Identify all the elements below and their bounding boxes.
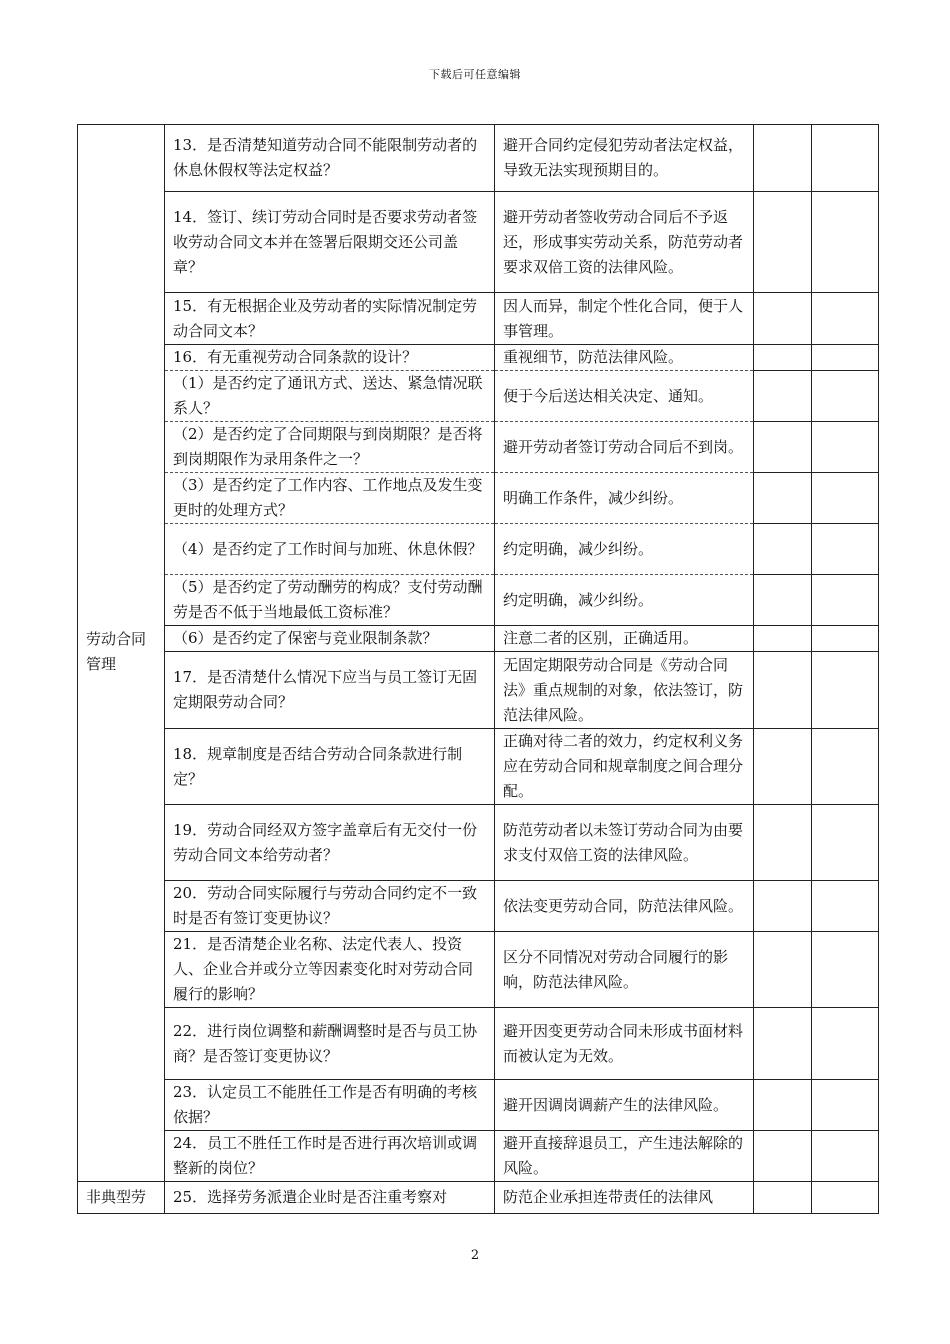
risk-checklist-table bbox=[77, 124, 879, 1214]
note-cell: 防范劳动者以未签订劳动合同为由要求支付双倍工资的法律风险。 bbox=[495, 805, 754, 881]
table-row bbox=[78, 805, 879, 881]
remark-cell[interactable] bbox=[812, 1008, 879, 1080]
remark-cell[interactable] bbox=[812, 524, 879, 575]
note-cell: 因人而异，制定个性化合同，便于人事管理。 bbox=[495, 293, 754, 345]
remark-cell[interactable] bbox=[812, 626, 879, 652]
note-cell: 明确工作条件，减少纠纷。 bbox=[495, 473, 754, 524]
check-cell[interactable] bbox=[754, 371, 812, 422]
question-cell: （6）是否约定了保密与竞业限制条款？ bbox=[165, 626, 495, 652]
table-row bbox=[78, 524, 879, 575]
check-cell[interactable] bbox=[754, 626, 812, 652]
note-cell: 避开劳动者签收劳动合同后不予返还，形成事实劳动关系，防范劳动者要求双倍工资的法律风险。 bbox=[495, 192, 754, 293]
note-cell: 区分不同情况对劳动合同履行的影响，防范法律风险。 bbox=[495, 932, 754, 1008]
table-row bbox=[78, 1080, 879, 1131]
check-cell[interactable] bbox=[754, 881, 812, 932]
question-cell: （2）是否约定了合同期限与到岗期限？是否将到岗期限作为录用条件之一？ bbox=[165, 422, 495, 473]
check-cell[interactable] bbox=[754, 805, 812, 881]
question-cell: 20．劳动合同实际履行与劳动合同约定不一致时是否有签订变更协议？ bbox=[165, 881, 495, 932]
check-cell[interactable] bbox=[754, 524, 812, 575]
table-row bbox=[78, 729, 879, 805]
table-row bbox=[78, 1182, 879, 1214]
question-cell: 24．员工不胜任工作时是否进行再次培训或调整新的岗位？ bbox=[165, 1131, 495, 1182]
note-cell: 避开劳动者签订劳动合同后不到岗。 bbox=[495, 422, 754, 473]
remark-cell[interactable] bbox=[812, 345, 879, 371]
table-row bbox=[78, 652, 879, 729]
check-cell[interactable] bbox=[754, 729, 812, 805]
table-row bbox=[78, 192, 879, 293]
table-row bbox=[78, 1008, 879, 1080]
note-cell: 避开合同约定侵犯劳动者法定权益，导致无法实现预期目的。 bbox=[495, 125, 754, 192]
note-cell: 避开直接辞退员工，产生违法解除的风险。 bbox=[495, 1131, 754, 1182]
question-cell: 23．认定员工不能胜任工作是否有明确的考核依据？ bbox=[165, 1080, 495, 1131]
remark-cell[interactable] bbox=[812, 652, 879, 729]
check-cell[interactable] bbox=[754, 473, 812, 524]
category-cell-atypical-labor: 非典型劳 bbox=[78, 1182, 165, 1214]
note-cell: 约定明确，减少纠纷。 bbox=[495, 524, 754, 575]
table-row bbox=[78, 626, 879, 652]
remark-cell[interactable] bbox=[812, 293, 879, 345]
remark-cell[interactable] bbox=[812, 729, 879, 805]
note-cell: 无固定期限劳动合同是《劳动合同法》重点规制的对象，依法签订，防范法律风险。 bbox=[495, 652, 754, 729]
header-note: 下载后可任意编辑 bbox=[429, 68, 521, 81]
table-row bbox=[78, 932, 879, 1008]
check-cell[interactable] bbox=[754, 422, 812, 473]
category-label: 劳动合同管理 bbox=[86, 630, 147, 673]
category-cell-labor-contract bbox=[78, 125, 165, 1182]
table-row bbox=[78, 575, 879, 626]
table-row bbox=[78, 345, 879, 371]
remark-cell[interactable] bbox=[812, 575, 879, 626]
table-row bbox=[78, 422, 879, 473]
question-cell: 17．是否清楚什么情况下应当与员工签订无固定期限劳动合同？ bbox=[165, 652, 495, 729]
check-cell[interactable] bbox=[754, 1080, 812, 1131]
remark-cell[interactable] bbox=[812, 1080, 879, 1131]
question-cell: 21．是否清楚企业名称、法定代表人、投资人、企业合并或分立等因素变化时对劳动合同履行的影响？ bbox=[165, 932, 495, 1008]
check-cell[interactable] bbox=[754, 125, 812, 192]
question-cell: （4）是否约定了工作时间与加班、休息休假？ bbox=[165, 524, 495, 575]
question-cell: 25．选择劳务派遣企业时是否注重考察对 bbox=[165, 1182, 495, 1214]
question-cell: 18．规章制度是否结合劳动合同条款进行制定？ bbox=[165, 729, 495, 805]
question-cell: 14．签订、续订劳动合同时是否要求劳动者签收劳动合同文本并在签署后限期交还公司盖章？ bbox=[165, 192, 495, 293]
remark-cell[interactable] bbox=[812, 371, 879, 422]
note-cell: 便于今后送达相关决定、通知。 bbox=[495, 371, 754, 422]
check-cell[interactable] bbox=[754, 652, 812, 729]
remark-cell[interactable] bbox=[812, 192, 879, 293]
remark-cell[interactable] bbox=[812, 422, 879, 473]
table-row bbox=[78, 125, 879, 192]
check-cell[interactable] bbox=[754, 932, 812, 1008]
check-cell[interactable] bbox=[754, 1182, 812, 1214]
check-cell[interactable] bbox=[754, 1008, 812, 1080]
table-row bbox=[78, 371, 879, 422]
note-cell: 约定明确，减少纠纷。 bbox=[495, 575, 754, 626]
remark-cell[interactable] bbox=[812, 805, 879, 881]
note-cell: 避开因调岗调薪产生的法律风险。 bbox=[495, 1080, 754, 1131]
remark-cell[interactable] bbox=[812, 1182, 879, 1214]
table-row bbox=[78, 473, 879, 524]
note-cell: 注意二者的区别，正确适用。 bbox=[495, 626, 754, 652]
note-cell: 正确对待二者的效力，约定权利义务应在劳动合同和规章制度之间合理分配。 bbox=[495, 729, 754, 805]
note-cell: 避开因变更劳动合同未形成书面材料而被认定为无效。 bbox=[495, 1008, 754, 1080]
table-row bbox=[78, 881, 879, 932]
remark-cell[interactable] bbox=[812, 125, 879, 192]
remark-cell[interactable] bbox=[812, 932, 879, 1008]
question-cell: （1）是否约定了通讯方式、送达、紧急情况联系人？ bbox=[165, 371, 495, 422]
question-cell: 19．劳动合同经双方签字盖章后有无交付一份劳动合同文本给劳动者？ bbox=[165, 805, 495, 881]
question-cell: 15．有无根据企业及劳动者的实际情况制定劳动合同文本？ bbox=[165, 293, 495, 345]
question-cell: 13．是否清楚知道劳动合同不能限制劳动者的休息休假权等法定权益？ bbox=[165, 125, 495, 192]
table-row bbox=[78, 293, 879, 345]
check-cell[interactable] bbox=[754, 192, 812, 293]
check-cell[interactable] bbox=[754, 293, 812, 345]
question-cell: （3）是否约定了工作内容、工作地点及发生变更时的处理方式？ bbox=[165, 473, 495, 524]
check-cell[interactable] bbox=[754, 345, 812, 371]
remark-cell[interactable] bbox=[812, 473, 879, 524]
check-cell[interactable] bbox=[754, 1131, 812, 1182]
page-number: 2 bbox=[470, 1248, 480, 1263]
remark-cell[interactable] bbox=[812, 881, 879, 932]
table-row bbox=[78, 1131, 879, 1182]
note-cell: 防范企业承担连带责任的法律风 bbox=[495, 1182, 754, 1214]
question-cell: 16．有无重视劳动合同条款的设计？ bbox=[165, 345, 495, 371]
note-cell: 依法变更劳动合同，防范法律风险。 bbox=[495, 881, 754, 932]
question-cell: （5）是否约定了劳动酬劳的构成？支付劳动酬劳是否不低于当地最低工资标准？ bbox=[165, 575, 495, 626]
remark-cell[interactable] bbox=[812, 1131, 879, 1182]
check-cell[interactable] bbox=[754, 575, 812, 626]
question-cell: 22．进行岗位调整和薪酬调整时是否与员工协商？是否签订变更协议？ bbox=[165, 1008, 495, 1080]
note-cell: 重视细节，防范法律风险。 bbox=[495, 345, 754, 371]
